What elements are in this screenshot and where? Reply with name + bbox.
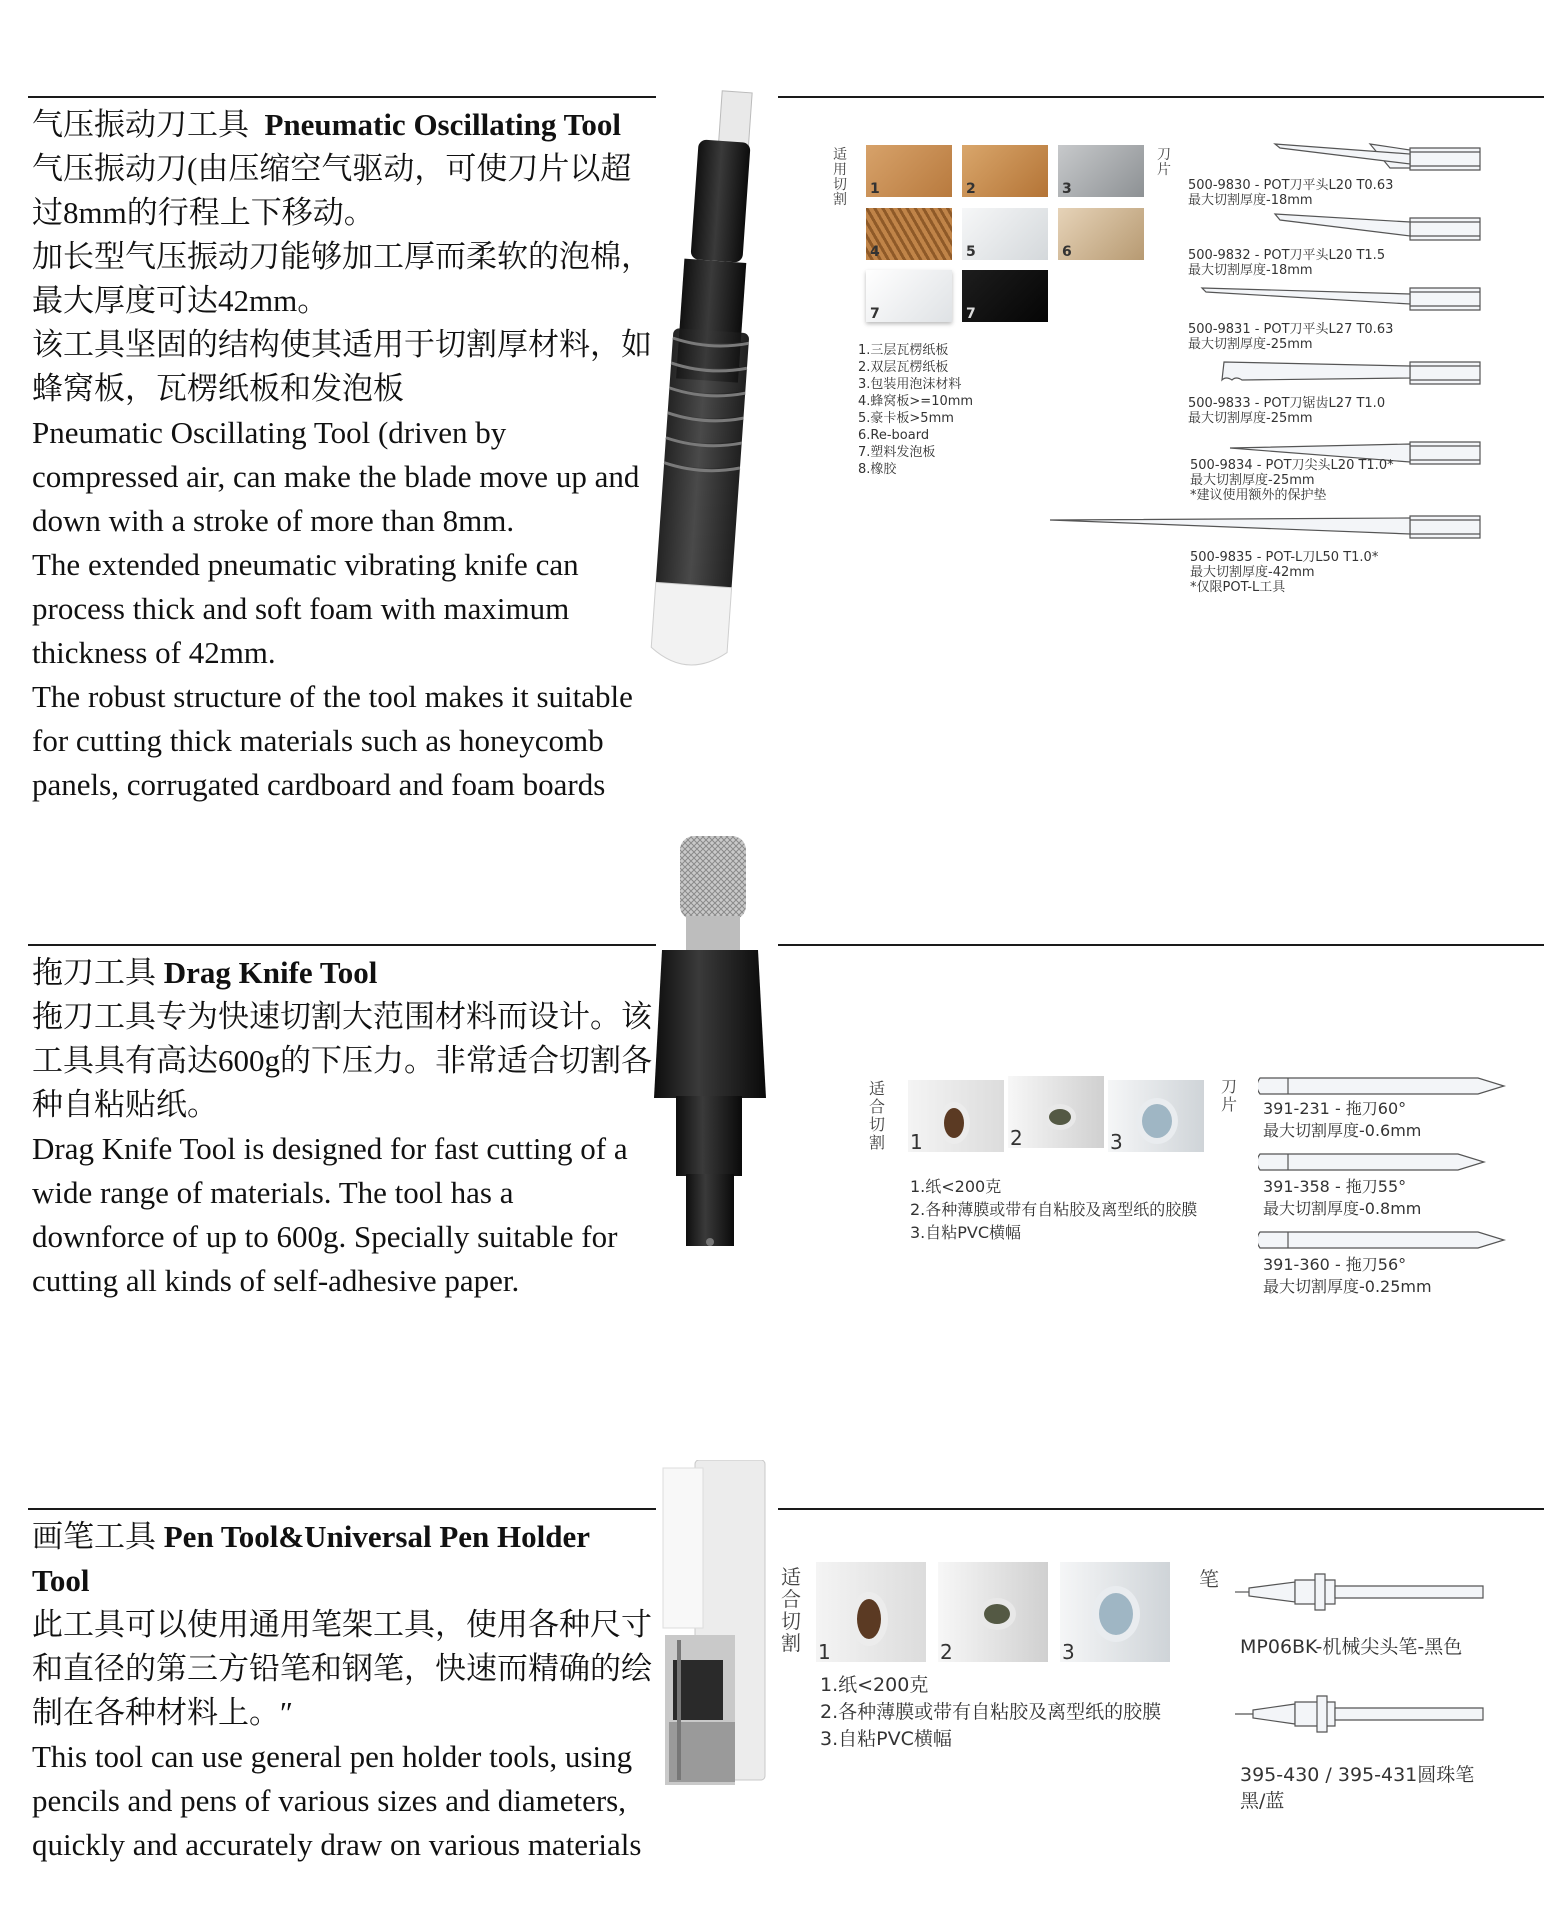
section-divider (28, 944, 656, 946)
material-roll-image: 2 (938, 1562, 1048, 1662)
paragraph: 拖刀工具专为快速切割大范围材料而设计。该工具具有高达600g的下压力。非常适合切割各种自粘贴纸。 (32, 999, 652, 1122)
blade-spec (1188, 248, 1528, 278)
paragraph: The robust structure of the tool makes it suitable for cutting thick materials such as honeycomb panels, corrugated cardboard and foam boards (32, 679, 633, 802)
pen-name: MP06BK-机械尖头笔-黑色 (1240, 1636, 1463, 1658)
blades-label: 刀片 (1157, 147, 1171, 178)
blade-code: 500-9834 - POT刀尖头L20 T1.0* (1190, 458, 1394, 473)
blade-spec (1190, 458, 1530, 503)
blade-note: 最大切割厚度-18mm (1188, 263, 1313, 278)
paragraph: 此工具可以使用通用笔架工具，使用各种尺寸和直径的第三方铅笔和钢笔，快速而精确的绘制在各种材料上。″ (32, 1607, 652, 1730)
pen-spec-panel (780, 1550, 1540, 1840)
paragraph: 该工具坚固的结构使其适用于切割厚材料，如蜂窝板，瓦楞纸板和发泡板 (32, 327, 652, 406)
material-item: 2.双层瓦楞纸板 (858, 360, 949, 375)
blade-spec (1188, 396, 1528, 426)
material-item: 7.塑料发泡板 (858, 445, 936, 460)
blade-note: 最大切割厚度-42mm (1190, 565, 1315, 580)
blade-note: *建议使用额外的保护垫 (1190, 488, 1327, 503)
blade-note: 最大切割厚度-18mm (1188, 193, 1313, 208)
material-roll-image: 1 (908, 1080, 1004, 1152)
pneumatic-tool-image (630, 80, 770, 680)
material-item: 1.纸<200克 (820, 1674, 929, 1696)
material-item: 2.各种薄膜或带有自粘胶及离型纸的胶膜 (820, 1701, 1162, 1723)
material-item: 3.自粘PVC横幅 (910, 1223, 1022, 1242)
material-swatch: 7 (866, 270, 952, 322)
blade-code: 500-9831 - POT刀平头L27 T0.63 (1188, 322, 1394, 337)
pen-drawings (1235, 1570, 1495, 1770)
material-swatch: 5 (962, 208, 1048, 260)
material-roll-image: 3 (1108, 1080, 1204, 1152)
paragraph: The extended pneumatic vibrating knife can process thick and soft foam with maximum thickness of 42mm. (32, 547, 579, 670)
material-item: 3.包装用泡沫材料 (858, 377, 962, 392)
pen-tool-text (32, 1515, 652, 1867)
blade-spec (1263, 1098, 1523, 1142)
section-divider (28, 96, 656, 98)
materials-label: 适合切割 (781, 1565, 801, 1655)
pen-holder-image (655, 1460, 775, 1790)
material-item: 8.橡胶 (858, 462, 897, 477)
material-swatch: 7 (962, 270, 1048, 322)
drag-knife-spec-panel (868, 1070, 1528, 1310)
material-item: 1.纸<200克 (910, 1177, 1002, 1196)
section-divider (778, 1508, 1544, 1510)
blade-note: 最大切割厚度-0.8mm (1263, 1199, 1422, 1218)
blade-spec (1263, 1176, 1523, 1220)
material-swatch: 6 (1058, 208, 1144, 260)
materials-list (820, 1672, 1220, 1753)
blade-code: 500-9833 - POT刀锯齿L27 T1.0 (1188, 396, 1386, 411)
blade-note: 最大切割厚度-25mm (1188, 411, 1313, 426)
material-item: 2.各种薄膜或带有自粘胶及离型纸的胶膜 (910, 1200, 1198, 1219)
material-swatch: 3 (1058, 145, 1144, 197)
blade-code: 500-9832 - POT刀平头L20 T1.5 (1188, 248, 1386, 263)
section-divider (28, 1508, 656, 1510)
materials-label: 适用切割 (833, 147, 847, 208)
blade-spec (1188, 178, 1528, 208)
material-item: 6.Re-board (858, 428, 930, 443)
section-title: 气压振动刀工具 Pneumatic Oscillating Tool (32, 107, 622, 142)
material-item: 4.蜂窝板>=10mm (858, 394, 974, 409)
material-swatch: 4 (866, 208, 952, 260)
blade-code: 500-9830 - POT刀平头L20 T0.63 (1188, 178, 1394, 193)
pneumatic-spec-panel (830, 140, 1530, 610)
blade-note: *仅限POT-L工具 (1190, 580, 1286, 595)
paragraph: Drag Knife Tool is designed for fast cutting of a wide range of materials. The tool has a downforce of up to 600g. Specially suitable for cutting all kinds of self-adhesive paper. (32, 1131, 628, 1298)
materials-list (910, 1175, 1240, 1244)
section-divider (778, 944, 1544, 946)
blade-spec (1190, 550, 1530, 595)
material-roll-image: 3 (1060, 1562, 1170, 1662)
pneumatic-text (32, 103, 652, 807)
pen-spec (1240, 1762, 1530, 1814)
paragraph: 加长型气压振动刀能够加工厚而柔软的泡棉，最大厚度可达42mm。 (32, 239, 652, 318)
blade-code: 500-9835 - POT-L刀L50 T1.0* (1190, 550, 1379, 565)
blade-note: 最大切割厚度-25mm (1190, 473, 1315, 488)
drag-knife-text (32, 951, 652, 1303)
blade-note: 最大切割厚度-25mm (1188, 337, 1313, 352)
blade-code: 391-360 - 拖刀56° (1263, 1255, 1407, 1274)
blade-note: 最大切割厚度-0.6mm (1263, 1121, 1422, 1140)
material-swatch: 1 (866, 145, 952, 197)
blade-note: 最大切割厚度-0.25mm (1263, 1277, 1432, 1296)
material-roll-image: 1 (816, 1562, 926, 1662)
material-roll-image: 2 (1008, 1076, 1104, 1148)
material-item: 3.自粘PVC横幅 (820, 1728, 952, 1750)
section-divider (778, 96, 1544, 98)
section-title: 画笔工具 Pen Tool&Universal Pen Holder Tool (32, 1519, 590, 1598)
pens-label: 笔 (1199, 1567, 1219, 1591)
paragraph: This tool can use general pen holder tools, using pencils and pens of various sizes and diameters, quickly and accurately draw on various materials (32, 1739, 642, 1862)
blade-code: 391-231 - 拖刀60° (1263, 1099, 1407, 1118)
blade-code: 391-358 - 拖刀55° (1263, 1177, 1407, 1196)
section-title: 拖刀工具 Drag Knife Tool (32, 955, 378, 990)
pen-name: 395-430 / 395-431圆珠笔 (1240, 1764, 1475, 1786)
blade-spec (1263, 1254, 1523, 1298)
paragraph: 气压振动刀(由压缩空气驱动，可使刀片以超过8mm的行程上下移动。 (32, 151, 632, 230)
paragraph: Pneumatic Oscillating Tool (driven by compressed air, can make the blade move up and down with a stroke of more than 8mm. (32, 415, 640, 538)
blades-label: 刀片 (1220, 1077, 1237, 1114)
materials-label: 适合切割 (868, 1079, 885, 1152)
drag-knife-image (640, 828, 770, 1258)
pen-spec (1240, 1634, 1530, 1660)
material-item: 5.豪卡板>5mm (858, 411, 954, 426)
pen-color: 黑/蓝 (1240, 1790, 1285, 1812)
material-swatch: 2 (962, 145, 1048, 197)
blade-spec (1188, 322, 1528, 352)
material-item: 1.三层瓦楞纸板 (858, 343, 949, 358)
